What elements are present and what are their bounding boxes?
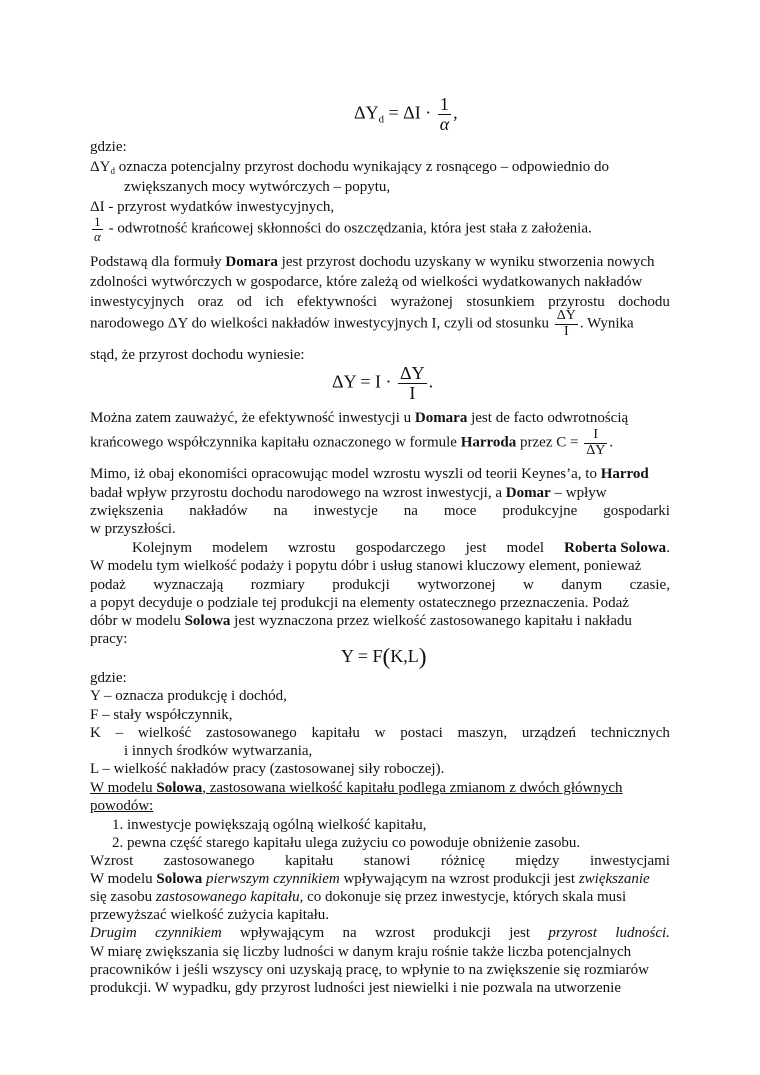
word: wpływającym [240,925,325,941]
eq3-lhs: Y = F [341,646,383,667]
p2-harroda: Harroda [460,434,517,451]
p2-l1a: Można zatem zauważyć, że efektywność inwestycji u [90,410,415,426]
p1-line5: stąd, że przyrost dochodu wyniesie: [90,347,305,363]
word: – [115,725,124,741]
word: produkcji [433,925,491,941]
p3-line1 [90,465,649,483]
eq3-paren-close: ) [418,644,427,670]
p7-line3: pracowników i jeśli wszyscy oni uzyskają pracę, to wpłynie to na zwiększenie się rozmiarów [90,962,649,978]
p1-fraction [555,309,578,339]
word: różnicę [440,853,485,869]
word: od [236,294,252,310]
p6-l3b: zastosowanego kapitału [155,889,300,905]
p3-l2c: – wpływ [550,485,607,501]
word: produkcji [332,577,390,593]
p1-l4a: narodowego ΔY do wielkości nakładów inwestycyjnych I, czyli od stosunku [90,315,550,332]
p2-fraction [584,428,607,458]
word: technicznych [590,725,670,741]
p3-line3 [90,502,670,520]
def-one-over-alpha [90,215,592,243]
eq1-tail: , [453,102,458,123]
equation-delta-yd [354,95,458,134]
def1-sub: d [110,166,115,177]
equation-production-function [341,644,427,671]
p6-line3 [90,888,626,906]
p4-line1 [132,539,670,557]
p6-l2e: zwiększanie [578,871,650,887]
p2-l1c: jest de facto odwrotnością [467,410,629,426]
equation-delta-y [332,364,433,403]
p4-line3 [90,576,670,594]
p4-solow-name: Roberta Solowa [564,540,667,556]
word: czynnikiem [155,925,222,941]
p3-line4: w przyszłości. [90,521,176,537]
p1-line1 [90,253,655,271]
eq1-den: α [439,113,450,134]
word: dochodu [618,294,670,310]
word: gospodarki [603,503,670,519]
p4-l5a: dóbr w modelu [90,613,185,629]
word: modelem [212,540,268,556]
word: Kolejnym [132,540,192,556]
word: w [523,577,534,593]
gdzie-label-2: gdzie: [90,670,127,686]
word: Wzrost [90,853,134,869]
p2-line1 [90,409,628,427]
p4-line4: a popyt decyduje o podziale tej produkcji na elementy ostatecznego przeznaczenia. Podaż [90,595,629,611]
word: wzrost [375,925,415,941]
word: wytworzonej [417,577,496,593]
word: oraz [197,294,224,310]
p3-line2 [90,484,607,502]
def-f: F – stały współczynnik, [90,707,233,723]
word: jest [465,540,487,556]
def3-text: - odwrotność krańcowej skłonności do oszczędzania, która jest stała z założenia. [104,220,592,237]
p5-l1c: , zastosowana wielkość kapitału podlega zmianom z dwóch głównych [202,780,623,796]
p4-l5c: jest wyznaczona przez wielkość zastosowanego kapitału i nakładu [230,613,632,629]
word: Drugim [90,925,137,941]
eq1-num: 1 [438,95,451,115]
word: kapitału [284,853,334,869]
word: efektywności [297,294,378,310]
p2-l2a: krańcowego współczynnika kapitału oznaczonego w formule [90,434,461,451]
def1-symbol: ΔY [90,159,111,175]
word: przyrostu [548,294,605,310]
p1-line2: zdolności wytwórczych w gospodarce, które zależą od wielkości wydatkowanych nakładów [90,274,643,290]
p2-line2 [90,428,613,458]
word: stosunkiem [466,294,535,310]
p5-solowa: Solowa [156,780,203,796]
eq3-paren-open: ( [382,644,391,670]
def-delta-i: ΔI - przyrost wydatków inwestycyjnych, [90,199,335,215]
word: postaci [400,725,443,741]
p3-domar: Domar [505,485,551,501]
eq3-args: K,L [390,646,419,667]
word: rozmiary [250,577,305,593]
word: kapitału [311,725,360,741]
word: podaż [90,577,126,593]
p4-line6: pracy: [90,631,128,647]
def-delta-yd [90,158,609,180]
p5-line1 [90,779,623,797]
word: nakładów [189,503,248,519]
p2-l2c: przez C = [516,434,579,451]
eq2-lhs: ΔY = I · [332,371,392,392]
word: K [90,725,101,741]
eq1-sub: d [378,113,384,126]
def1-text: oznacza potencjalny przyrost dochodu wynikający z rosnącego – odpowiednio do [114,159,609,175]
word: maszyn, [457,725,508,741]
eq2-num: ΔY [400,363,425,383]
word: inwestycyjnych [90,294,185,310]
p7-line2: W miarę zwiększania się liczby ludności w danym kraju rośnie także liczba potencjalnych [90,944,632,960]
word: w [374,725,386,741]
p6-line1 [90,852,670,870]
p5-line2: powodów: [90,798,154,814]
def-k [90,724,670,742]
word: wielkość [137,725,192,741]
p7-line1 [90,924,670,942]
word: na [403,503,418,519]
word: zastosowanego [163,853,255,869]
word: czasie, [629,577,670,593]
word: wzrostu [287,540,336,556]
list-item: 1. inwestycje powiększają ogólną wielkość kapitału, [112,817,427,833]
p1-domara: Domara [225,254,278,270]
word: model [506,540,545,556]
word: jest [509,925,531,941]
list-item: 2. pewna część starego kapitału ulega zużyciu co powoduje obniżenie zasobu. [112,835,581,851]
p2-frac-num: I [584,428,607,444]
def3-fraction [92,215,103,243]
eq1-mid: = ΔI · [388,102,432,123]
p2-domara: Domara [414,410,468,426]
eq2-fraction [398,364,427,403]
def3-den: α [94,228,101,244]
word: urządzeń [521,725,576,741]
p4-line2: W modelu tym wielkość podaży i popytu dóbr i usług stanowi kluczowy element, ponieważ [90,558,642,574]
eq2-tail: . [428,371,434,392]
p6-l2d: wpływającym na wzrost produkcji jest [339,871,579,887]
word: moce [443,503,477,519]
word: ich [265,294,284,310]
p6-l3a: się zasobu [90,889,156,905]
word: gospodarczego [355,540,446,556]
def-delta-yd-cont: zwiększanych mocy wytwórczych – popytu, [124,179,391,195]
p6-solowa: Solowa [156,871,203,887]
def-l: L – wielkość nakładów pracy (zastosowanej siły roboczej). [90,761,445,777]
p4-solowa: Solowa [184,613,231,629]
word: na [342,925,357,941]
p6-l2a: W modelu [90,871,157,887]
word: zwiększenia [90,503,164,519]
word: wyznaczają [153,577,224,593]
p2-frac-den: ΔY [586,442,606,458]
def-k-cont: i innych środków wytwarzania, [124,743,313,759]
word: danym [561,577,603,593]
p2-l2d: . [609,434,614,451]
p7-line4: produkcji. W wypadku, gdy przyrost ludności jest niewielki i nie pozwala na utworzenie [90,980,621,996]
eq1-fraction [438,95,451,134]
gdzie-label-1: gdzie: [90,139,127,155]
word: inwestycjami [589,853,670,869]
p1-line4 [90,309,634,339]
p3-l2a: badał wpływ przyrostu dochodu narodowego na wzrost inwestycji, a [90,485,506,501]
p1-l1c: jest przyrost dochodu uzyskany w wyniku stworzenia nowych [277,254,655,270]
p1-frac-den: I [563,323,569,339]
def-y: Y – oznacza produkcję i dochód, [90,688,287,704]
p3-harrod: Harrod [600,466,649,482]
word: na [273,503,288,519]
word: produkcyjne [502,503,578,519]
p1-l4b: . Wynika [579,315,634,332]
eq1-lhs: ΔY [354,102,379,123]
p6-line4: przewyższać wielkość zużycia kapitału. [90,907,330,923]
word: przyrost [548,925,597,941]
p6-l2c: pierwszym czynnikiem [205,871,340,887]
p1-l1a: Podstawą dla formuły [90,254,226,270]
p4-l1c: . [666,540,670,556]
p6-line2 [90,870,650,888]
word: stanowi [363,853,411,869]
p4-line5 [90,612,632,630]
word: zastosowanego [205,725,297,741]
def3-num: 1 [92,215,103,230]
eq2-den: I [409,382,416,403]
p1-frac-num: ΔY [556,308,576,323]
word: ludności. [615,925,670,941]
word: między [515,853,560,869]
p3-l1a: Mimo, iż obaj ekonomiści opracowując model wzrostu wyszli od teorii Keynes’a, to [90,466,601,482]
word: inwestycje [313,503,378,519]
p6-l3c: , co dokonuje się przez inwestycje, których skala musi [299,889,627,905]
word: wyrażonej [390,294,453,310]
p5-l1a: W modelu [90,780,157,796]
